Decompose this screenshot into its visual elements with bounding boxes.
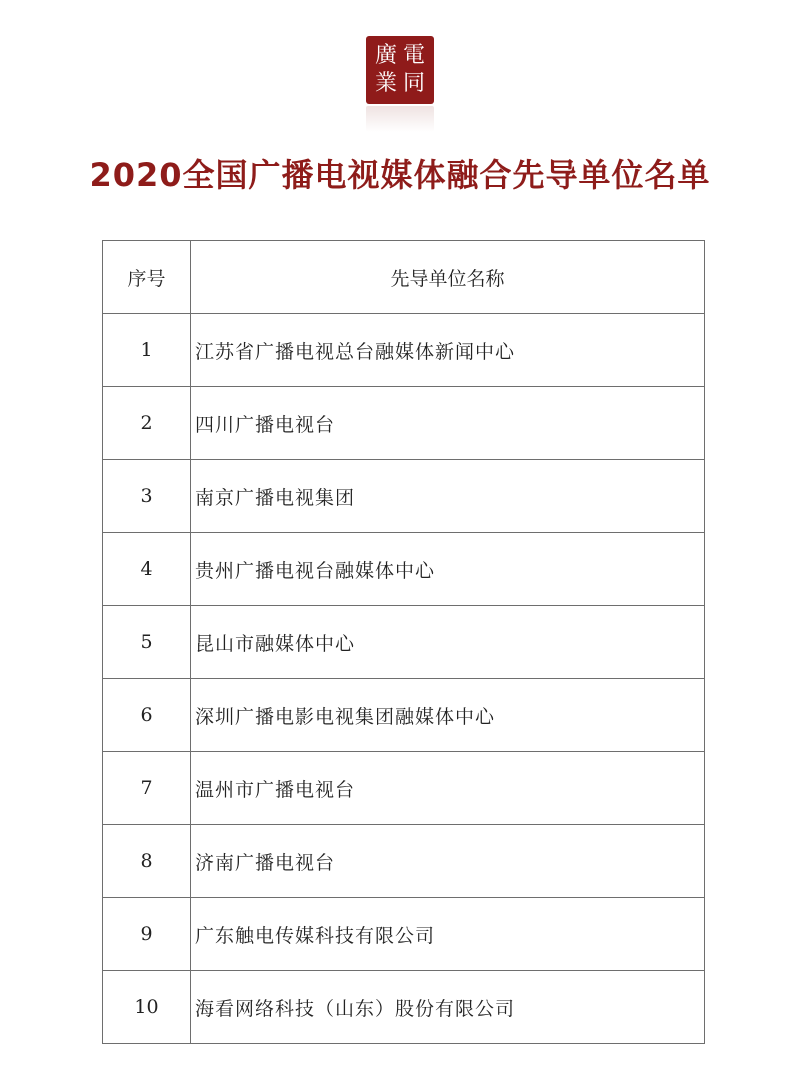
unit-name: 海看网络科技（山东）股份有限公司 (191, 971, 705, 1044)
logo-characters (372, 42, 428, 98)
row-number: 6 (103, 679, 191, 752)
table-header-row (103, 241, 705, 314)
column-header-unit-name: 先导单位名称 (191, 241, 705, 314)
logo-char: 廣 (374, 43, 397, 68)
unit-name: 贵州广播电视台融媒体中心 (191, 533, 705, 606)
logo-seal (366, 36, 434, 104)
row-number: 1 (103, 314, 191, 387)
row-number: 5 (103, 606, 191, 679)
table-row (103, 314, 705, 387)
table-row (103, 898, 705, 971)
column-header-number: 序号 (103, 241, 191, 314)
row-number: 3 (103, 460, 191, 533)
row-number: 2 (103, 387, 191, 460)
unit-name: 昆山市融媒体中心 (191, 606, 705, 679)
logo-char: 電 (402, 43, 425, 68)
unit-name: 济南广播电视台 (191, 825, 705, 898)
table-row (103, 387, 705, 460)
page-title: 2020全国广播电视媒体融合先导单位名单 (89, 156, 711, 194)
table-row (103, 533, 705, 606)
table-row (103, 460, 705, 533)
logo-char: 同 (402, 71, 425, 96)
row-number: 7 (103, 752, 191, 825)
unit-name: 江苏省广播电视总台融媒体新闻中心 (191, 314, 705, 387)
logo-reflection (366, 106, 434, 132)
unit-name: 温州市广播电视台 (191, 752, 705, 825)
row-number: 9 (103, 898, 191, 971)
row-number: 10 (103, 971, 191, 1044)
table-row (103, 971, 705, 1044)
unit-name: 深圳广播电影电视集团融媒体中心 (191, 679, 705, 752)
table-row (103, 825, 705, 898)
table-row (103, 752, 705, 825)
unit-name: 广东触电传媒科技有限公司 (191, 898, 705, 971)
row-number: 8 (103, 825, 191, 898)
logo-char: 業 (374, 71, 397, 96)
table-row (103, 606, 705, 679)
pioneer-units-table (102, 240, 705, 1044)
unit-name: 四川广播电视台 (191, 387, 705, 460)
unit-name: 南京广播电视集团 (191, 460, 705, 533)
row-number: 4 (103, 533, 191, 606)
table-row (103, 679, 705, 752)
